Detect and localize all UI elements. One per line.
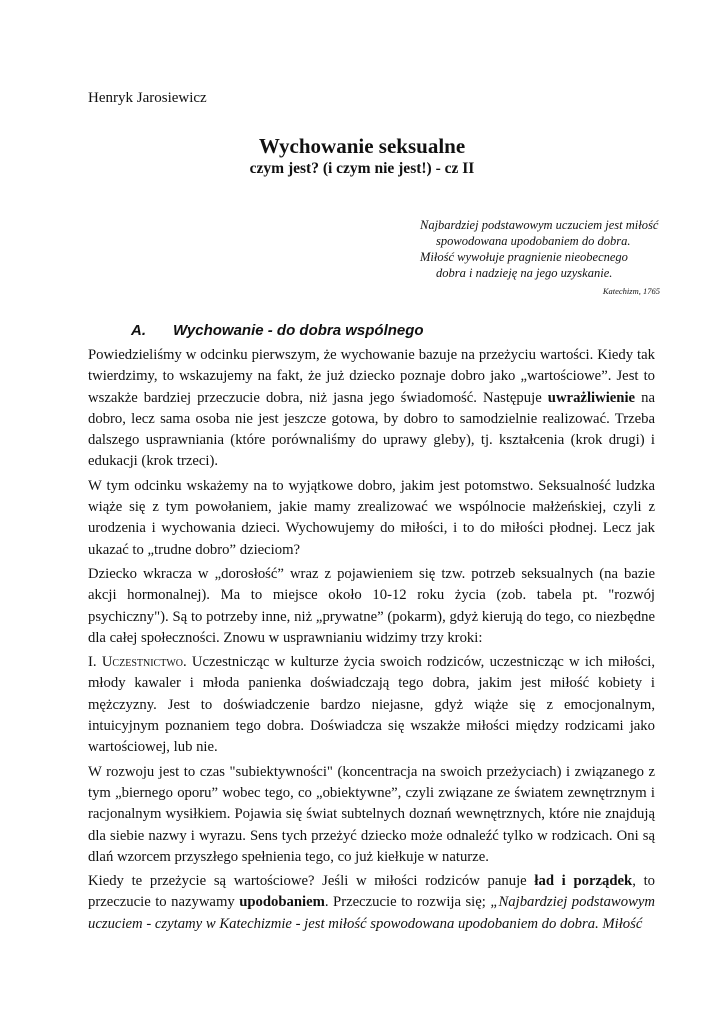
- paragraph-1: [88, 345, 655, 473]
- paragraph-1-bold: uwrażliwienie: [547, 389, 636, 406]
- paragraph-6-text-b: , to przeczucie to nazywamy: [88, 873, 655, 911]
- paragraph-4-text: . Uczestnicząc w kulturze życia swoich rodziców, uczestnicząc w ich miłości, młody kawaler i młoda panienka doświadczają tego dobra, jakim jest miłość kobiety i mężczyzny. Jest to doświadczenie bardzo niejasne, gdyż wiąże się z emocjonalnym, intuicyjnym poznaniem tego dobra. Doświadcza się wszakże miłości między rodzicami jako wartościowej, lub nie.: [88, 654, 655, 756]
- document-title: Wychowanie seksualne: [258, 134, 466, 158]
- paragraph-1-text-b: na dobro, lecz sama osoba nie jest jeszcze gotowa, by dobro to samodzielnie realizować. Trzeba dalszego usprawniania (które porównaliśmy do uprawy gleby), tj. kształcenia (krok drugi) i edukacji (krok trzeci).: [88, 389, 655, 470]
- paragraph-4-term: Uczestnictwo: [101, 654, 183, 671]
- paragraph-4: [88, 652, 655, 758]
- paragraph-6: [88, 871, 655, 935]
- paragraph-4-number: I.: [88, 654, 102, 671]
- section-letter: A.: [131, 322, 146, 339]
- paragraph-6-text-a: Kiedy te przeżycie są wartościowe? Jeśli w miłości rodziców panuje: [88, 873, 535, 890]
- paragraph-6-bold-2: upodobaniem: [239, 894, 325, 911]
- paragraph-6-text-c: . Przeczucie to rozwija się;: [324, 894, 491, 911]
- author-name: Henryk Jarosiewicz: [88, 90, 207, 106]
- body-text: [88, 345, 655, 938]
- paragraph-6-italic: „Najbardziej podstawowym uczuciem - czytamy w Katechizmie - jest miłość spowodowana upodobaniem do dobra. Miłość: [88, 894, 655, 932]
- document-subtitle: czym jest? (i czym nie jest!) - cz II: [249, 160, 475, 177]
- epigraph-line-2: Miłość wywołuje pragnienie nieobecnego dobra i nadzieję na jego uzyskanie.: [420, 250, 628, 280]
- paragraph-5: W rozwoju jest to czas "subiektywności" (koncentracja na swoich przeżyciach) i związanego z tym „biernego oporu” wobec tego, co „obiektywne”, czyli związane ze światem zewnętrznym i racjonalnym wysiłkiem. Pojawia się świat subtelnych doznań wewnętrznych, które nie znajdują dla siebie nazwy i wyrazu. Sens tych przeżyć dziecko może odnaleźć tylko w rodzicach. Oni są dlań wzorcem przyszłego spełnienia tego, co już kiełkuje w naturze.: [88, 763, 655, 865]
- section-title: Wychowanie - do dobra wspólnego: [173, 322, 424, 339]
- paragraph-2: W tym odcinku wskażemy na to wyjątkowe dobro, jakim jest potomstwo. Seksualność ludzka wiąże się z tym powołaniem, jakie mamy zrealizować we wspólnocie małżeńskiej, czyli z urodzenia i wychowania dzieci. Wychowujemy do miłości, i to do miłości płodnej. Lecz jak ukazać to „trudne dobro” dzieciom?: [88, 477, 655, 558]
- paragraph-6-bold-1: ład i porządek: [534, 873, 633, 890]
- paragraph-3: Dziecko wkracza w „dorosłość” wraz z pojawieniem się tzw. potrzeb seksualnych (na bazie akcji hormonalnej). Ma to miejsce około 10-12 roku życia (zob. tabela pt. "rozwój psychiczny"). Są to potrzeby inne, niż „prywatne” (pokarm), gdyż kierują do tego, co niezbędne dla całej społeczności. Znowu w usprawnianiu widzimy trzy kroki:: [88, 565, 655, 646]
- paragraph-1-text-a: Powiedzieliśmy w odcinku pierwszym, że wychowanie bazuje na przeżyciu wartości. Kiedy tak twierdzimy, to wskazujemy na fakt, że już dziecko poznaje dobro jako „wartościowe”. Jest to wszakże bardziej przeczucie dobra, niż jasna jego świadomość. Następuje: [88, 347, 655, 406]
- epigraph-source: Katechizm, 1765: [602, 286, 660, 296]
- epigraph-line-1: Najbardziej podstawowym uczuciem jest miłość spowodowana upodobaniem do dobra.: [420, 218, 659, 248]
- epigraph: [420, 217, 660, 299]
- section-heading: [131, 322, 424, 339]
